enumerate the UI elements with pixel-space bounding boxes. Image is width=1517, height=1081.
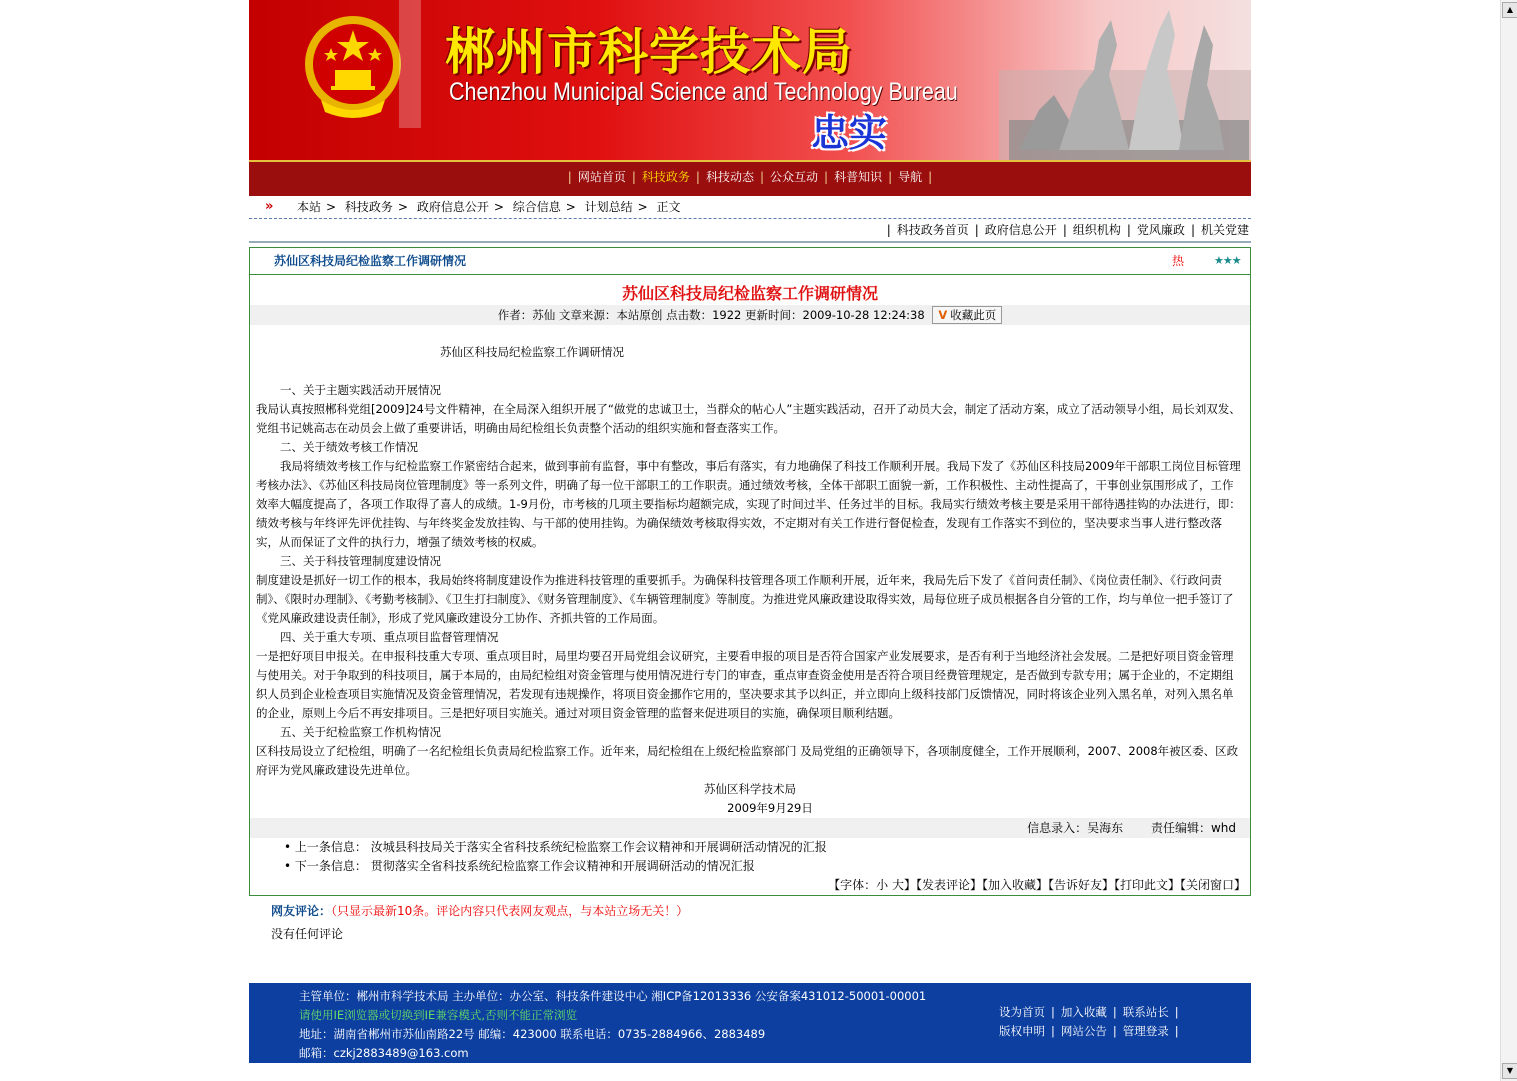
- double-arrow-icon: »: [265, 199, 274, 214]
- comments-label: 网友评论：: [271, 904, 332, 918]
- nav-separator: |: [567, 170, 572, 184]
- browser-warning: 请使用IE浏览器或切换到IE兼容模式,否则不能正常浏览: [299, 1008, 577, 1022]
- nav-item-public-interaction[interactable]: 公众互动: [770, 170, 819, 184]
- footer-address: 地址：湖南省郴州市苏仙南路22号 邮编：423000 联系电话：0735-2884966、2883489: [299, 1027, 766, 1041]
- breadcrumb: » 本站 > 科技政务 > 政府信息公开 > 综合信息 > 计划总结 > 正文: [249, 196, 1251, 219]
- article-meta: [250, 305, 1250, 325]
- comments-note: （只显示最新10条。评论内容只代表网友观点，与本站立场无关！）: [331, 904, 689, 918]
- banner-strip: [399, 0, 421, 128]
- nav-item-navigation[interactable]: 导航: [898, 170, 923, 184]
- paragraph: 制度建设是抓好一切工作的根本，我局始终将制度建设作为推进科技管理的重要抓手。为确保科技管理各项工作顺利开展，近年来，我局先后下发了《首问责任制》、《岗位责任制》、《行政问责制》、《限时办理制》、《考勤考核制》、《卫生打扫制度》、《财务管理制度》、《车辆管理制度》等制度。为推进党风廉政建设取得实效，局每位班子成员根据各自分管的工作，均与单位一把手签订了《党风廉政建设责任制》，形成了党风廉政建设分工协作、齐抓共管的工作局面。: [256, 573, 1234, 625]
- copyright-link[interactable]: 版权申明: [999, 1024, 1045, 1038]
- scroll-up-icon[interactable]: ▲: [1502, 2, 1517, 18]
- paragraph: 一是把好项目申报关。在申报科技重大专项、重点项目时，局里均要召开局党组会议研究，主要看申报的项目是否符合国家产业发展要求，是否有利于当地经济社会发展。二是把好项目资金管理与使用关。对于争取到的科技项目，属于本局的，由局纪检组对资金管理与使用情况进行专门的审查，重点审查资金使用是否符合项目经费管理规定，是否做到专款专用；属于企业的，不定期组织人员到企业检查项目实施情况及资金管理情况，若发现有违规操作，将项目资金挪作它用的，坚决要求其予以纠正，并立即向上级科技部门反馈情况，同时将该企业列入黑名单，对列入黑名单的企业，原则上今后不再安排项目。三是把好项目实施关。通过对项目资金管理的监督来促进项目的实施，确保项目顺利结题。: [256, 649, 1234, 720]
- signature-date: 2009年9月29日: [727, 801, 813, 815]
- article-meta-text: 作者：苏仙 文章来源：本站原创 点击数：1922 更新时间：2009-10-28 12:24:38: [497, 308, 925, 322]
- article-box: [249, 247, 1251, 896]
- subnav-item[interactable]: 政府信息公开: [984, 223, 1057, 237]
- nav-separator: |: [928, 170, 933, 184]
- breadcrumb-item[interactable]: 综合信息: [512, 200, 561, 214]
- national-emblem-icon: [301, 12, 405, 120]
- bookmark-icon: V: [938, 308, 948, 322]
- nav-item-popular-science[interactable]: 科普知识: [834, 170, 883, 184]
- footer-info: [299, 987, 926, 1063]
- nav-separator: |: [631, 170, 636, 184]
- article-box-title: 苏仙区科技局纪检监察工作调研情况: [274, 254, 467, 268]
- star-rating-icon: ★★★: [1214, 254, 1241, 267]
- no-comments: 没有任何评论: [271, 927, 344, 941]
- article-box-header: [250, 248, 1250, 275]
- subnav-item[interactable]: 科技政务首页: [896, 223, 969, 237]
- nav-item-sci-news[interactable]: 科技动态: [705, 170, 754, 184]
- breadcrumb-current: 正文: [656, 200, 681, 214]
- footer-email: 邮箱：czkj2883489@163.com: [299, 1046, 469, 1060]
- nav-item-sci-affairs[interactable]: 科技政务: [641, 170, 690, 184]
- scroll-down-icon[interactable]: ▼: [1502, 1063, 1517, 1079]
- paragraph: 我局认真按照郴科党组[2009]24号文件精神，在全局深入组织开展了“做党的忠诚卫士，当群众的帖心人”主题实践活动，召开了动员大会，制定了活动方案，成立了活动领导小组，局长刘双发、党组书记姚高志在动员会上做了重要讲话，明确由局纪检组长负责整个活动的组织实施和督查落实工作。: [256, 402, 1241, 435]
- bookmark-label: 收藏此页: [950, 308, 997, 322]
- add-favorite-link[interactable]: 加入收藏: [1060, 1005, 1107, 1019]
- footer: [249, 983, 1251, 1063]
- section-heading: 三、关于科技管理制度建设情况: [280, 554, 441, 568]
- article-tools[interactable]: 【字体：小 大】【发表评论】【加入收藏】【告诉好友】【打印此文】【关闭窗口】: [828, 878, 1246, 892]
- bookmark-button[interactable]: [932, 306, 1002, 324]
- entry-person: 信息录入：吴海东: [1027, 821, 1124, 835]
- nav-item-home[interactable]: 网站首页: [577, 170, 626, 184]
- subnav-item[interactable]: 机关党建: [1200, 223, 1249, 237]
- breadcrumb-item[interactable]: 科技政务: [344, 200, 393, 214]
- signature-org: 苏仙区科学技术局: [704, 782, 796, 796]
- hot-badge: 热: [1172, 254, 1185, 268]
- subnav-item[interactable]: 组织机构: [1072, 223, 1121, 237]
- section-heading: 五、关于纪检监察工作机构情况: [280, 725, 441, 739]
- article-body: [250, 325, 1250, 818]
- announcement-link[interactable]: 网站公告: [1060, 1024, 1107, 1038]
- nav-separator: |: [759, 170, 765, 184]
- nav-separator: |: [824, 170, 829, 184]
- comments-header: [249, 902, 1251, 919]
- slogan: 忠实: [811, 111, 888, 155]
- footer-links: 设为首页 | 加入收藏 | 联系站长 | 版权申明 | 网站公告 | 管理登录 |: [999, 1005, 1179, 1038]
- statue-image: [999, 0, 1251, 160]
- footer-line: 主管单位：郴州市科学技术局 主办单位：办公室、科技条件建设中心 湘ICP备12013336 公安备案431012-50001-00001: [299, 989, 927, 1003]
- responsible-editor: 责任编辑：whd: [1150, 821, 1236, 835]
- nav-separator: |: [888, 170, 893, 184]
- page: [249, 0, 1251, 942]
- paragraph: 区科技局设立了纪检组，明确了一名纪检组长负责局纪检监察工作。近年来，局纪检组在上级纪检监察部门 及局党组的正确领导下，各项制度健全，工作开展顺利，2007、2008年被区委、区政府评为党风廉政建设先进单位。: [256, 744, 1239, 777]
- section-heading: 四、关于重大专项、重点项目监督管理情况: [280, 630, 499, 644]
- prev-next-links: [250, 838, 1250, 876]
- section-heading: 二、关于绩效考核工作情况: [280, 440, 418, 454]
- nav-separator: |: [695, 170, 700, 184]
- section-heading: 一、关于主题实践活动开展情况: [280, 383, 441, 397]
- admin-login-link[interactable]: 管理登录: [1122, 1024, 1169, 1038]
- subnav-item[interactable]: 党风廉政: [1136, 223, 1185, 237]
- site-title-english: Chenzhou Municipal Science and Technology Bureau: [449, 78, 958, 106]
- main-nav: [249, 160, 1251, 196]
- article-title: 苏仙区科技局纪检监察工作调研情况: [621, 284, 878, 303]
- contact-link[interactable]: 联系站长: [1122, 1005, 1169, 1019]
- breadcrumb-item[interactable]: 政府信息公开: [416, 200, 489, 214]
- set-homepage-link[interactable]: 设为首页: [999, 1005, 1045, 1019]
- site-title: 郴州市科学技术局: [445, 22, 853, 81]
- editor-info: [250, 818, 1250, 838]
- header-banner: [249, 0, 1251, 160]
- next-article-link[interactable]: • 下一条信息： 贯彻落实全省科技系统纪检监察工作会议精神和开展调研活动的情况汇报: [284, 857, 1250, 876]
- breadcrumb-item[interactable]: 本站: [297, 200, 322, 214]
- paragraph: 我局将绩效考核工作与纪检监察工作紧密结合起来，做到事前有监督，事中有整改，事后有落实，有力地确保了科技工作顺利开展。我局下发了《苏仙区科技局2009年干部职工岗位目标管理考核办法》、《苏仙区科技局岗位管理制度》等一系列文件，明确了每一位干部职工的工作职责。通过绩效考核，全体干部职工面貌一新，工作积极性、主动性提高了，干事创业氛围形成了，工作效率大幅度提高了，各项工作取得了喜人的成绩。1-9月份，市考核的几项主要指标均超额完成，实现了时间过半、任务过半的目标。我局实行绩效考核主要是采用干部待遇挂钩的办法进行，即：绩效考核与年终评先评优挂钩、与年终奖金发放挂钩、与干部的使用挂钩。为确保绩效考核取得实效，不定期对有关工作进行督促检查，发现有工作落实不到位的，坚决要求当事人进行整改落实，从而保证了文件的执行力，增强了绩效考核的权威。: [256, 459, 1241, 549]
- sub-nav: | 科技政务首页 | 政府信息公开 | 组织机构 | 党风廉政 | 机关党建: [249, 219, 1251, 243]
- doc-title: 苏仙区科技局纪检监察工作调研情况: [440, 345, 624, 359]
- vertical-scrollbar[interactable]: [1500, 0, 1517, 1081]
- prev-article-link[interactable]: • 上一条信息： 汝城县科技局关于落实全省科技系统纪检监察工作会议精神和开展调研活动情况的汇报: [284, 838, 1250, 857]
- breadcrumb-item[interactable]: 计划总结: [584, 200, 633, 214]
